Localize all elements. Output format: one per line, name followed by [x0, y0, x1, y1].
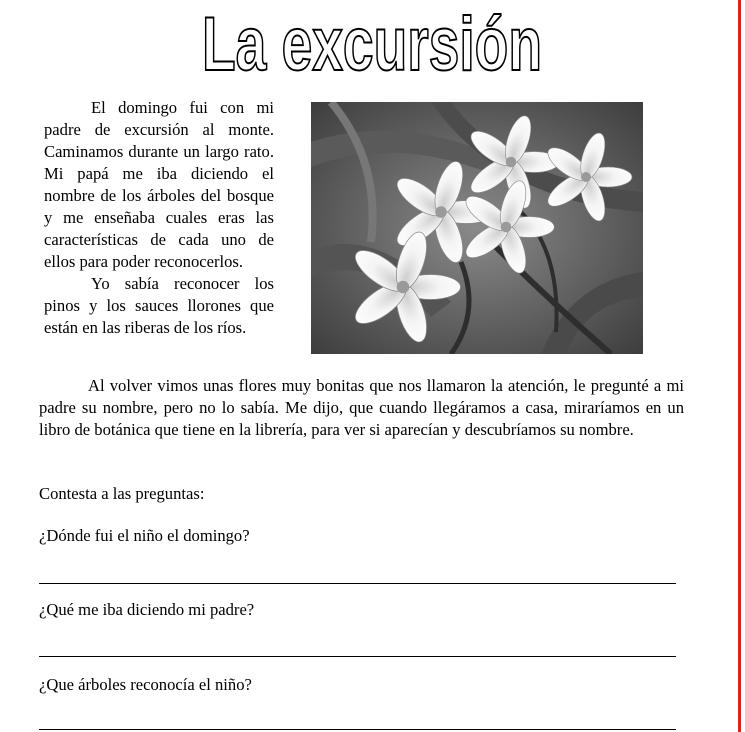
question-1: ¿Dónde fui el niño el domingo?	[39, 526, 250, 545]
story-paragraph-3: Al volver vimos unas flores muy bonitas que nos llamaron la atención, le pregunté a mi padre su nombre, pero no lo sabía. Me dijo, que cuando llegáramos a casa, miraríamos en un libro de botánica que tiene en la librería, para ver si aparecían y descubríamos su nombre.	[39, 376, 684, 439]
instructions: Contesta a las preguntas:	[39, 484, 205, 503]
page-title: La excursión	[202, 2, 542, 82]
answer-line-1[interactable]	[39, 583, 676, 584]
story-paragraph-1: El domingo fui con mi padre de excursión al monte. Caminamos durante un largo rato. Mi papá me iba diciendo el nombre de los árboles del bosque y me enseñaba cuales eras las características de cada uno de ellos para poder reconocerlos.	[44, 98, 274, 271]
flower-photo	[311, 102, 643, 354]
question-3: ¿Que árboles reconocía el niño?	[39, 675, 252, 694]
answer-line-2[interactable]	[39, 656, 676, 657]
question-2: ¿Qué me iba diciendo mi padre?	[39, 600, 255, 619]
title-heading	[0, 0, 745, 82]
answer-line-3[interactable]	[39, 729, 676, 730]
story-left-column	[44, 97, 274, 339]
story-paragraph-2: Yo sabía reconocer los pinos y los sauces llorones que están en las riberas de los ríos.	[44, 274, 274, 337]
